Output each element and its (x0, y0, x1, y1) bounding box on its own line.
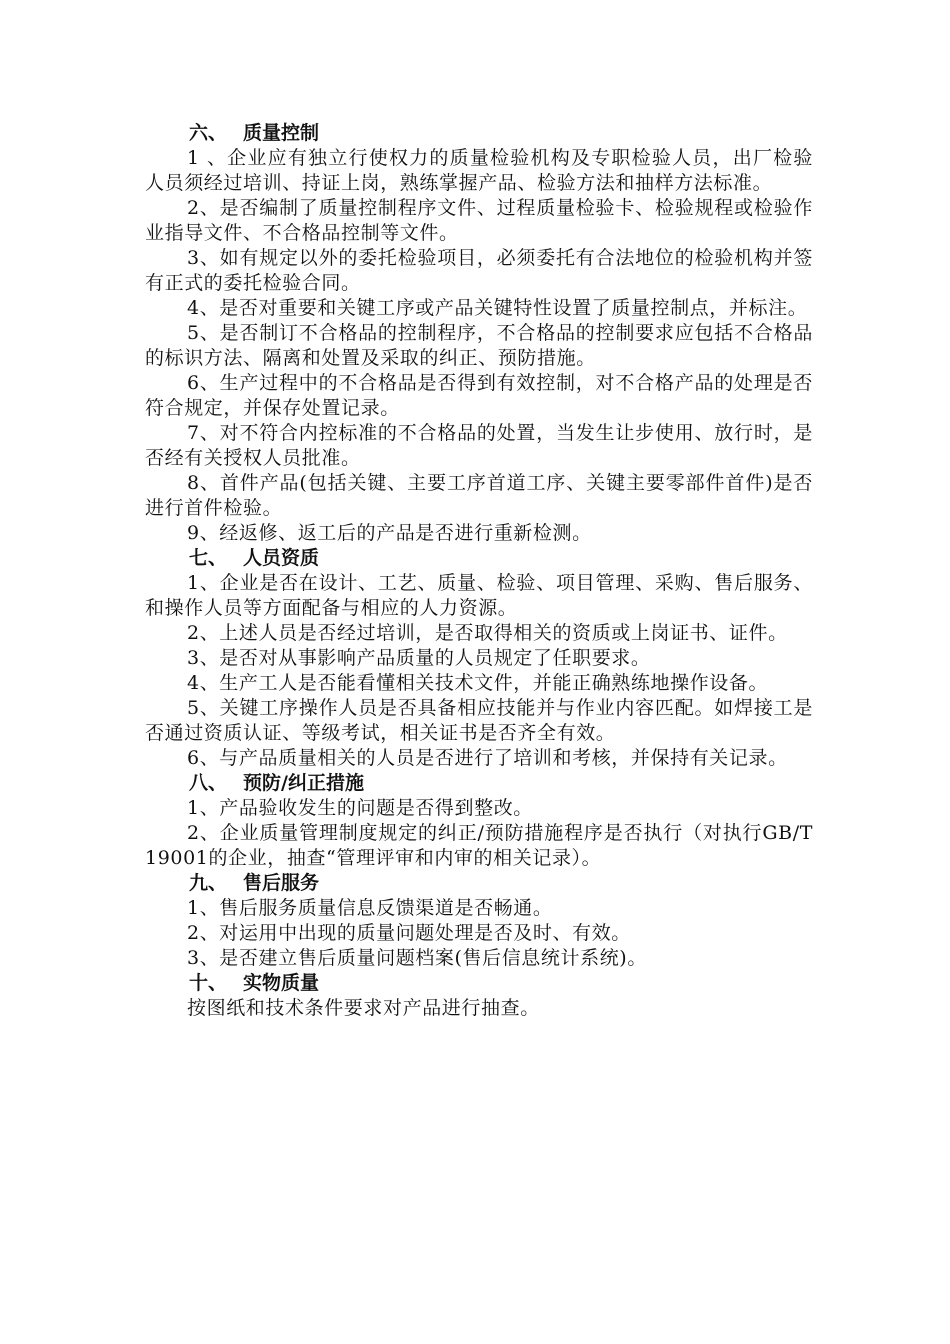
section-title: 预防/纠正措施 (243, 772, 364, 794)
paragraph: 2、企业质量管理制度规定的纠正/预防措施程序是否执行（对执行GB/T19001的企业，抽查“管理评审和内审的相关记录）。 (145, 822, 813, 869)
paragraph: 1、售后服务质量信息反馈渠道是否畅通。 (187, 897, 553, 919)
section-physical-quality (145, 971, 813, 1021)
section-number: 九、 (189, 872, 228, 894)
paragraph: 8、首件产品(包括关键、主要工序首道工序、关键主要零部件首件)是否进行首件检验。 (145, 472, 813, 519)
paragraph: 6、生产过程中的不合格品是否得到有效控制，对不合格产品的处理是否符合规定，并保存处置记录。 (145, 372, 813, 419)
paragraph: 1 、企业应有独立行使权力的质量检验机构及专职检验人员，出厂检验人员须经过培训、持证上岗，熟练掌握产品、检验方法和抽样方法标准。 (145, 147, 813, 194)
section-corrective-measures (145, 771, 813, 871)
section-quality-control (145, 121, 813, 546)
section-number: 十、 (189, 972, 228, 994)
paragraph: 3、是否建立售后质量问题档案(售后信息统计系统)。 (187, 947, 647, 969)
section-after-sales (145, 871, 813, 971)
section-number: 六、 (189, 122, 228, 144)
paragraph: 3、是否对从事影响产品质量的人员规定了任职要求。 (187, 647, 651, 669)
paragraph: 1、产品验收发生的问题是否得到整改。 (187, 797, 533, 819)
section-number: 七、 (189, 547, 228, 569)
section-title: 售后服务 (243, 872, 320, 894)
section-title: 实物质量 (243, 972, 320, 994)
paragraph: 4、是否对重要和关键工序或产品关键特性设置了质量控制点，并标注。 (187, 297, 808, 319)
section-heading (145, 121, 813, 146)
section-heading (145, 546, 813, 571)
paragraph: 2、对运用中出现的质量问题处理是否及时、有效。 (187, 922, 631, 944)
paragraph: 按图纸和技术条件要求对产品进行抽查。 (187, 997, 540, 1019)
paragraph: 2、是否编制了质量控制程序文件、过程质量检验卡、检验规程或检验作业指导文件、不合格品控制等文件。 (145, 197, 813, 244)
section-heading (145, 771, 813, 796)
paragraph: 9、经返修、返工后的产品是否进行重新检测。 (187, 522, 592, 544)
section-number: 八、 (189, 772, 228, 794)
paragraph: 6、与产品质量相关的人员是否进行了培训和考核，并保持有关记录。 (187, 747, 788, 769)
section-personnel-qualification (145, 546, 813, 771)
section-heading (145, 971, 813, 996)
section-heading (145, 871, 813, 896)
paragraph: 7、对不符合内控标准的不合格品的处置，当发生让步使用、放行时，是否经有关授权人员批准。 (145, 422, 813, 469)
paragraph: 2、上述人员是否经过培训，是否取得相关的资质或上岗证书、证件。 (187, 622, 788, 644)
section-title: 质量控制 (243, 122, 320, 144)
section-title: 人员资质 (243, 547, 320, 569)
paragraph: 5、关键工序操作人员是否具备相应技能并与作业内容匹配。如焊接工是否通过资质认证、等级考试，相关证书是否齐全有效。 (145, 697, 813, 744)
paragraph: 1、企业是否在设计、工艺、质量、检验、项目管理、采购、售后服务、和操作人员等方面配备与相应的人力资源。 (145, 572, 813, 619)
paragraph: 4、生产工人是否能看懂相关技术文件，并能正确熟练地操作设备。 (187, 672, 769, 694)
paragraph: 5、是否制订不合格品的控制程序，不合格品的控制要求应包括不合格品的标识方法、隔离和处置及采取的纠正、预防措施。 (145, 322, 813, 369)
document-page (145, 121, 813, 1021)
paragraph: 3、如有规定以外的委托检验项目，必须委托有合法地位的检验机构并签有正式的委托检验合同。 (145, 247, 813, 294)
